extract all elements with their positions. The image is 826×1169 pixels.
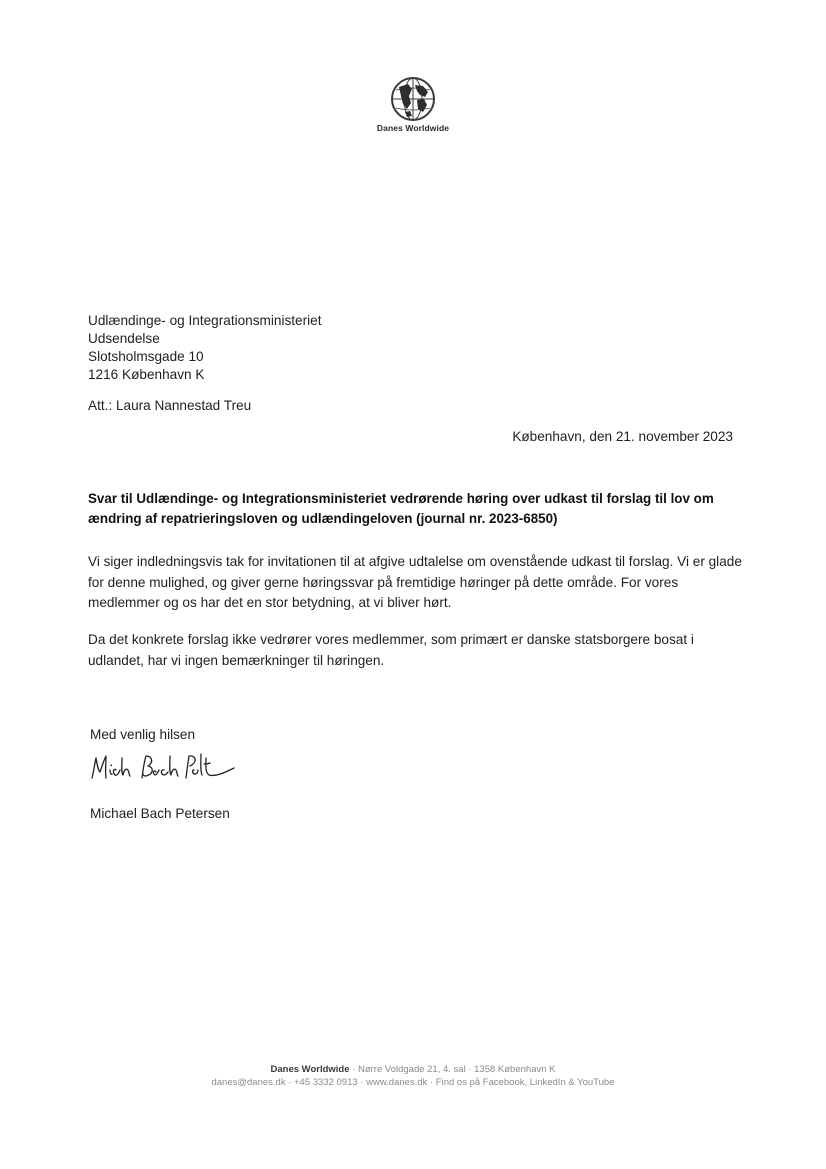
attention-line: Att.: Laura Nannestad Treu	[88, 398, 252, 413]
closing-salutation: Med venlig hilsen	[90, 727, 196, 742]
footer-contact-line: danes@danes.dk · +45 3332 0913 · www.danes.dk · Find os på Facebook, LinkedIn & YouTube	[211, 1077, 615, 1088]
recipient-line: Udsendelse	[88, 331, 160, 346]
subject-heading: Svar til Udlændinge- og Integrationsministeriet vedrørende høring over udkast til forslag til lov om ændring af repatrieringsloven og udlændingeloven (journal nr. 2023-6850)	[88, 491, 714, 526]
logo-wordmark: Danes Worldwide	[376, 123, 450, 133]
recipient-line: 1216 København K	[88, 367, 205, 382]
page-footer	[0, 1063, 826, 1089]
handwritten-signature	[88, 748, 238, 790]
footer-address-line	[0, 1063, 826, 1076]
footer-address: · Nørre Voldgade 21, 4. sal · 1358 København K	[349, 1064, 556, 1075]
body-paragraph: Da det konkrete forslag ikke vedrører vores medlemmer, som primært er danske statsborgere bosat i udlandet, har vi ingen bemærkninger til høringen.	[88, 632, 694, 668]
globe-logo-icon	[390, 76, 436, 122]
place-and-date: København, den 21. november 2023	[512, 429, 733, 444]
signer-name: Michael Bach Petersen	[90, 806, 230, 821]
recipient-address	[88, 312, 321, 384]
footer-org-name: Danes Worldwide	[270, 1064, 350, 1075]
recipient-line: Udlændinge- og Integrationsministeriet	[88, 313, 322, 328]
body-paragraph: Vi siger indledningsvis tak for invitationen til at afgive udtalelse om ovenstående udkast til forslag. Vi er glade for denne mulighed, og giver gerne høringssvar på fremtidige høringer på dette område. For vores medlemmer og os har det en stor betydning, at vi bliver hørt.	[88, 554, 742, 610]
recipient-line: Slotsholmsgade 10	[88, 349, 204, 364]
letterhead-logo	[0, 76, 826, 133]
